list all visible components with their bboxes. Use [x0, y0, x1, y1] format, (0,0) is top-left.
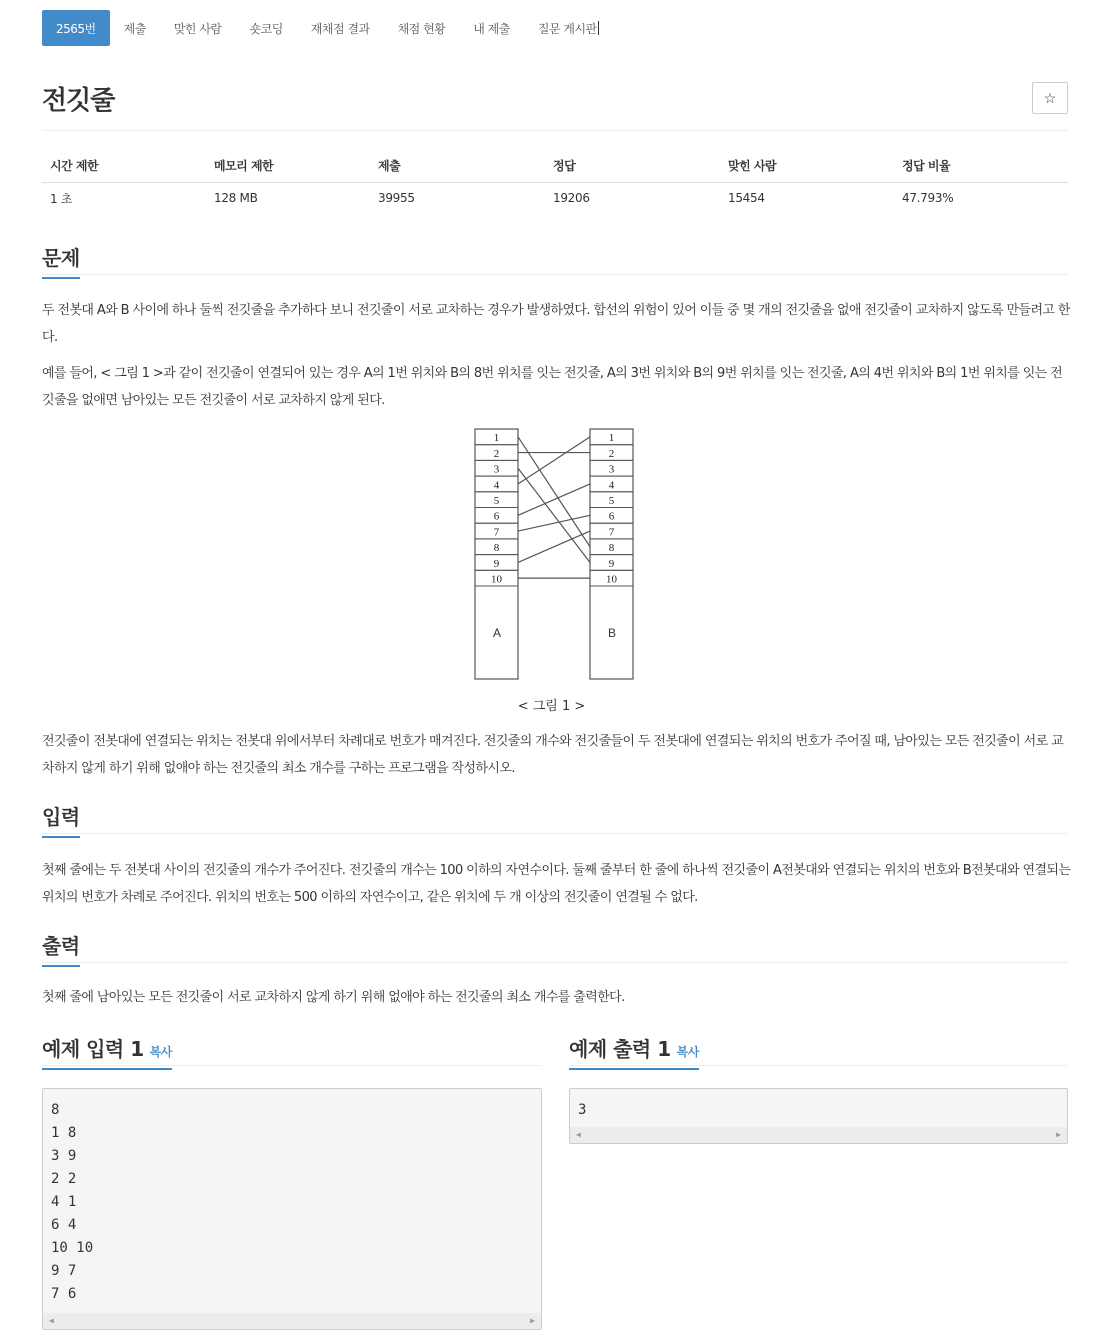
figure-caption: < 그림 1 > [517, 699, 586, 714]
star-icon: ☆ [1043, 89, 1057, 106]
pole-position-number: 9 [493, 557, 500, 570]
wires [518, 437, 590, 578]
section-divider [42, 962, 1068, 963]
wire-line [518, 531, 590, 562]
tab-my-submissions[interactable]: 내 제출 [473, 21, 510, 36]
sample-output-box[interactable] [569, 1088, 1068, 1144]
pole-position-number: 8 [608, 542, 615, 555]
info-solved-users: 15454 [728, 191, 765, 206]
info-ratio: 47.793% [902, 191, 954, 206]
pole-position-number: 2 [608, 447, 615, 460]
info-submissions: 39955 [378, 191, 415, 206]
scroll-right-icon[interactable]: ▶ [1056, 1130, 1061, 1139]
section-divider [42, 274, 1068, 275]
wire-line [518, 484, 590, 515]
pole-position-number: 9 [608, 557, 615, 570]
tab-rejudge-results[interactable]: 재채점 결과 [310, 21, 370, 36]
sample-input-box[interactable] [42, 1088, 542, 1330]
heading-underline [569, 1068, 699, 1070]
pole-position-number: 5 [493, 495, 500, 507]
output-description: 첫째 줄에 남아있는 모든 전깃줄이 서로 교차하지 않게 하기 위해 없애야 하는 전깃줄의 최소 개수를 출력한다. [42, 990, 625, 1005]
tab-submit[interactable]: 제출 [123, 21, 146, 36]
tab-short-coding[interactable]: 숏코딩 [249, 21, 283, 36]
pole-b [590, 429, 633, 679]
sample-output-heading-text: 예제 출력 1 [569, 1037, 671, 1061]
tab-solved-users[interactable]: 맞힌 사람 [173, 21, 222, 36]
problem-paragraph-2: 예를 들어, < 그림 1 >과 같이 전깃줄이 연결되어 있는 경우 A의 1번 위치와 B의 8번 위치를 잇는 전깃줄, A의 3번 위치와 B의 9번 위치를 잇는 전깃줄, A의 4번 위치와 B의 1번 위치를 잇는 전깃줄을 없애면 남아있는 모든 전깃줄이 서로 교차하지 않게 된다. [42, 366, 1063, 408]
pole-position-number: 10 [491, 573, 502, 586]
wire-line [518, 515, 590, 531]
info-value-row [42, 182, 1068, 214]
pole-position-number: 1 [493, 432, 500, 445]
heading-underline [42, 277, 80, 279]
heading-underline [42, 1068, 172, 1070]
problem-heading-text: 문제 [42, 246, 80, 270]
copy-sample-output-link[interactable]: 복사 [676, 1045, 699, 1059]
horizontal-scrollbar[interactable] [570, 1127, 1067, 1143]
pole-position-number: 4 [493, 479, 500, 492]
info-header-submissions: 제출 [370, 150, 545, 182]
horizontal-scrollbar[interactable] [43, 1313, 541, 1329]
pole-position-number: 10 [606, 573, 617, 586]
page-title: 전깃줄 [42, 86, 115, 116]
pole-position-number: 7 [493, 526, 500, 539]
tab-board[interactable] [524, 10, 613, 46]
pole-position-number: 8 [493, 542, 500, 555]
info-header-time-limit: 시간 제한 [42, 150, 206, 182]
heading-underline [42, 836, 80, 838]
text-cursor [598, 21, 599, 35]
pole-position-number: 4 [608, 479, 615, 492]
input-description: 첫째 줄에는 두 전봇대 사이의 전깃줄의 개수가 주어진다. 전깃줄의 개수는 100 이하의 자연수이다. 둘째 줄부터 한 줄에 하나씩 전깃줄이 A전봇대와 연결되는 위치의 번호와 B전봇대와 연결되는 위치의 번호가 차례로 주어진다. 위치의 번호는 500 이하의 자연수이고, 같은 위치에 두 개 이상의 전깃줄이 연결될 수 없다. [42, 863, 1071, 905]
wire-line [518, 437, 590, 547]
info-header-row [42, 150, 1068, 182]
sample-output-content: 3 [578, 1102, 587, 1118]
info-header-ratio: 정답 비율 [894, 150, 1068, 182]
info-header-solved-users: 맞힌 사람 [720, 150, 894, 182]
tab-problem[interactable]: 2565번 [42, 10, 110, 46]
pole-position-number: 6 [608, 510, 615, 523]
pole-b-label: B [607, 626, 617, 640]
input-heading-text: 입력 [42, 805, 80, 829]
copy-sample-input-link[interactable]: 복사 [149, 1045, 172, 1059]
pole-a [475, 429, 518, 679]
wire-line [518, 437, 590, 484]
pole-position-number: 1 [608, 432, 615, 445]
tab-board-label: 질문 게시판 [537, 21, 597, 36]
section-divider [42, 833, 1068, 834]
wire-line [518, 468, 590, 562]
title-divider [42, 130, 1068, 131]
info-time-limit: 1 초 [50, 191, 73, 206]
pole-position-number: 7 [608, 526, 615, 539]
pole-position-number: 2 [493, 447, 500, 460]
section-divider [42, 1065, 542, 1066]
favorite-button[interactable] [1032, 82, 1068, 114]
scroll-left-icon[interactable]: ◀ [49, 1316, 54, 1325]
pole-a-label: A [492, 626, 502, 640]
section-divider [569, 1065, 1068, 1066]
heading-underline [42, 965, 80, 967]
problem-info-table [42, 150, 1068, 214]
sample-input-content: 8 1 8 3 9 2 2 4 1 6 4 10 10 9 7 7 6 [51, 1102, 94, 1302]
problem-paragraph-1: 두 전봇대 A와 B 사이에 하나 둘씩 전깃줄을 추가하다 보니 전깃줄이 서로 교차하는 경우가 발생하였다. 합선의 위험이 있어 이들 중 몇 개의 전깃줄을 없애 전깃줄이 교차하지 않도록 만들려고 한다. [42, 303, 1070, 345]
problem-paragraph-3: 전깃줄이 전봇대에 연결되는 위치는 전봇대 위에서부터 차례대로 번호가 매겨진다. 전깃줄의 개수와 전깃줄들이 두 전봇대에 연결되는 위치의 번호가 주어질 때, 남아있는 모든 전깃줄이 서로 교차하지 않게 하기 위해 없애야 하는 전깃줄의 최소 개수를 구하는 프로그램을 작성하시오. [42, 734, 1064, 776]
pole-position-number: 6 [493, 510, 500, 523]
info-header-memory-limit: 메모리 제한 [206, 150, 370, 182]
sample-input-heading-text: 예제 입력 1 [42, 1037, 144, 1061]
info-memory-limit: 128 MB [214, 191, 258, 206]
pole-position-number: 3 [608, 463, 615, 476]
scroll-left-icon[interactable]: ◀ [576, 1130, 581, 1139]
pole-position-number: 5 [608, 495, 615, 507]
problem-tabs [42, 10, 613, 46]
info-accepted: 19206 [553, 191, 590, 206]
wire-figure [470, 424, 640, 684]
pole-position-number: 3 [493, 463, 500, 476]
tab-status[interactable]: 채점 현황 [397, 21, 446, 36]
info-header-accepted: 정답 [545, 150, 720, 182]
scroll-right-icon[interactable]: ▶ [530, 1316, 535, 1325]
output-heading-text: 출력 [42, 934, 80, 958]
